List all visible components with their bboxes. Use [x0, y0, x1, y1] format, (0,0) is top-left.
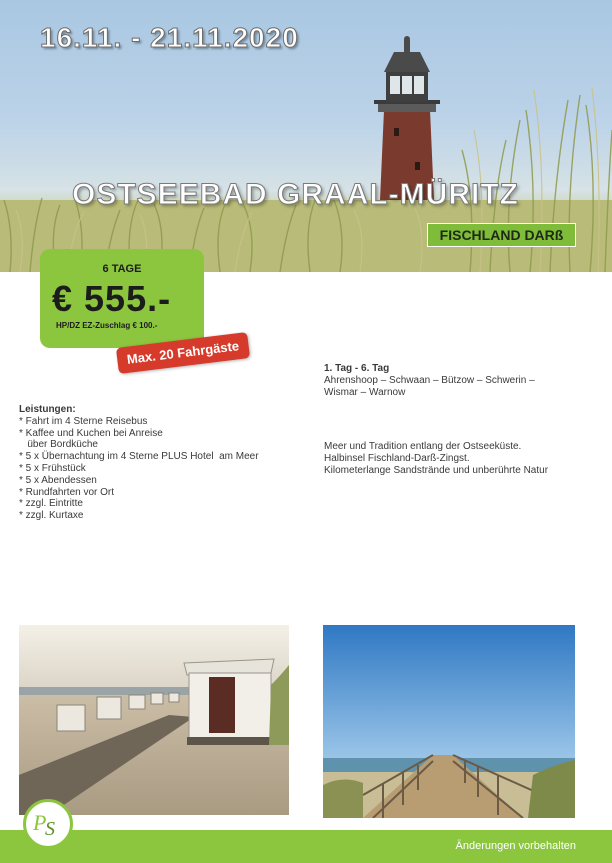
svg-text:S: S — [45, 818, 55, 840]
description-line: Halbinsel Fischland-Darß-Zingst. — [324, 453, 470, 464]
pier-photo — [323, 625, 575, 818]
single-room-supplement: HP/DZ EZ-Zuschlag € 100.- — [56, 321, 158, 330]
itinerary-title: 1. Tag - 6. Tag — [324, 363, 390, 374]
service-item: * 5 x Frühstück — [19, 462, 86, 474]
destination-headline: OSTSEEBAD GRAAL-MÜRITZ — [72, 178, 519, 211]
service-item: * 5 x Übernachtung im 4 Sterne PLUS Hotel am Meer — [19, 451, 259, 463]
price-amount: € 555.- — [52, 278, 172, 319]
travel-dates: 16.11. - 21.11.2020 — [40, 22, 299, 53]
lighthouse-illustration — [364, 30, 450, 200]
max-passengers-badge: Max. 20 Fahrgäste — [116, 332, 250, 374]
itinerary-text: Ahrenshoop – Schwaan – Bützow – Schwerin – Wismar – Warnow — [324, 375, 535, 398]
footer-note: Änderungen vorbehalten — [455, 840, 576, 852]
service-item: * zzgl. Kurtaxe — [19, 510, 84, 522]
description — [324, 441, 584, 477]
price-box — [40, 249, 204, 348]
service-item: * zzgl. Eintritte — [19, 498, 83, 510]
ps-logo-icon — [23, 799, 73, 849]
svg-text:P: P — [33, 810, 47, 835]
service-item: * Fahrt im 4 Sterne Reisebus — [19, 415, 148, 427]
service-item: * Rundfahrten vor Ort — [19, 486, 115, 498]
service-item: über Bordküche — [19, 439, 98, 451]
hero-image — [0, 0, 612, 272]
description-line: Kilometerlange Sandstrände und unberührte Natur — [324, 465, 549, 476]
service-item: * 5 x Abendessen — [19, 474, 97, 486]
services-title: Leistungen: — [19, 404, 76, 415]
itinerary — [324, 363, 564, 399]
trip-duration: 6 TAGE — [102, 263, 142, 275]
region-label: FISCHLAND DARß — [427, 223, 576, 247]
beach-hut-photo — [19, 625, 289, 815]
description-line: Meer und Tradition entlang der Ostseeküste. — [324, 441, 522, 452]
services-list — [19, 404, 259, 522]
service-item: * Kaffee und Kuchen bei Anreise — [19, 427, 163, 439]
